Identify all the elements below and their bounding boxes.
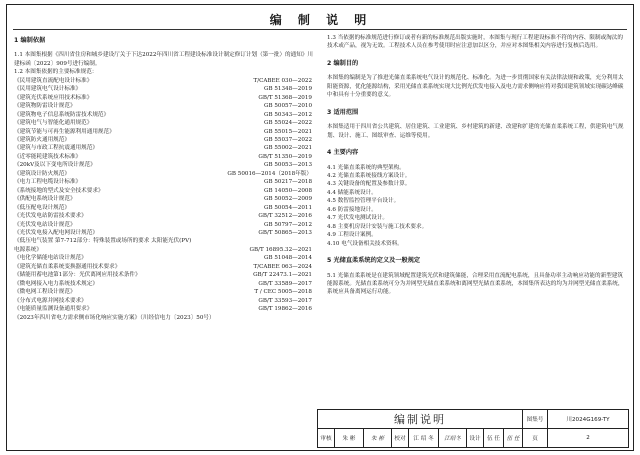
- section-3-heading: 3 适用范围: [327, 108, 359, 116]
- standard-row: [14, 85, 314, 93]
- title-divider: [13, 29, 627, 30]
- standard-code: GB 51348—2019: [264, 86, 312, 93]
- content-list-item: 4.5 数智监控管理平台设计。: [327, 198, 400, 205]
- standard-name: 《建筑光储直柔系统变换器通用技术要求》: [14, 263, 121, 270]
- standard-name: 《分布式电源并网技术要求》: [14, 297, 87, 304]
- content-list-item: 4.10 电气设备相关技术资料。: [327, 240, 403, 247]
- standard-code: GB/T 50865—2013: [258, 229, 312, 236]
- content-list-item: 4.2 光储直柔系统接线方案设计。: [327, 172, 411, 179]
- standard-code: GB 50052—2009: [264, 196, 312, 203]
- content-list-item: 4.6 防雷接地设计。: [327, 206, 377, 213]
- standard-name: 电源系统》: [14, 246, 42, 253]
- standard-code: GB/T 16895.32—2021: [249, 246, 312, 253]
- standard-row: [14, 229, 314, 237]
- standard-row: [14, 144, 314, 152]
- pv-standard-line-1: 《低压电气装置 第7-712部分：特殊装置或场所的要求 太阳能光伏(PV): [14, 238, 192, 245]
- standard-code: GB 55002—2021: [264, 145, 312, 152]
- standard-code: T/CABEE 030—2022: [253, 77, 312, 84]
- standard-name: 《建筑防火通用规范》: [14, 136, 70, 143]
- standard-row: [14, 119, 314, 127]
- section-4-heading: 4 主要内容: [327, 149, 359, 157]
- standard-row: [14, 187, 314, 195]
- reviewer-signature: 朱 彬: [364, 429, 392, 448]
- standard-name: 《20kV及以下变电所设计规范》: [14, 162, 96, 169]
- standard-name: 《供配电系统设计规范》: [14, 196, 76, 203]
- standard-row: [14, 221, 314, 229]
- content-list-item: 4.8 主要机房设计安装与施工技术要求。: [327, 223, 428, 230]
- standards-list: [14, 77, 314, 238]
- standard-code: T / CEC 5005—2018: [254, 289, 312, 296]
- section-1-paragraph-1: 1.1 本图集根据《四川省住房和城乡建设厅关于下达2022年四川省工程建设标准设计制定修订计划（第一批）的通知》川建标函〔2022〕909号进行编制。: [14, 52, 314, 67]
- titleblock-set-label: 图集号: [523, 410, 548, 429]
- section-5-heading: 5 光储直柔系统的定义及一般规定: [327, 257, 421, 265]
- standard-code: GB 50054—2011: [264, 204, 312, 211]
- standard-code: GB 55024—2022: [264, 120, 312, 127]
- section-2-heading: 2 编制目的: [327, 59, 359, 67]
- standard-row: [14, 161, 314, 169]
- standard-name: 《建筑物电子信息系统防雷技术规范》: [14, 111, 110, 118]
- left-column: [14, 34, 314, 322]
- last-standard-line: 《2023年四川省电力需求侧市场化响应实施方案》（川经信电力〔2023〕50号）: [14, 314, 215, 321]
- section-1-paragraph-2: 1.2 本图集依据的主要标准规范：: [14, 69, 98, 76]
- standard-code: GB 50797—2012: [264, 221, 312, 228]
- section-3-paragraph: 本图集适用于四川省公共建筑、居住建筑、工业建筑、乡村建筑的新建、改建和扩建的光储直柔系统工程，供建筑电气规划、设计、施工、图纸审查、运维等使用。: [327, 124, 624, 139]
- standard-code: GB/T 22473.1—2021: [253, 272, 312, 279]
- standard-name: 《建筑节能与可再生能源利用通用规范》: [14, 128, 115, 135]
- standard-code: GB 50343—2012: [264, 111, 312, 118]
- content-list-item: 4.1 光储直柔系统的典型架构。: [327, 164, 405, 171]
- standard-row: [14, 254, 314, 262]
- title-block: [317, 409, 629, 448]
- standard-name: 《储能用蓄电池第1部分：光伏离网应用技术条件》: [14, 272, 141, 279]
- standard-name: 《系统接地的型式及安全技术要求》: [14, 187, 104, 194]
- standard-name: 《电力工程电缆设计标准》: [14, 179, 82, 186]
- standard-code: GB 50053—2013: [264, 162, 312, 169]
- section-1-heading: 1 编制依据: [14, 37, 46, 44]
- standard-row: [14, 153, 314, 161]
- standard-code: GB 50217—2018: [264, 179, 312, 186]
- standard-name: 《建筑物防雷设计规范》: [14, 103, 76, 110]
- standard-row: [14, 136, 314, 144]
- standard-code: GB/T 33589—2017: [258, 280, 312, 287]
- standard-row: [14, 128, 314, 136]
- designer-name: 伍 任: [484, 429, 504, 448]
- standard-name: 《建筑与市政工程抗震通用规范》: [14, 145, 98, 152]
- standard-name: 《建筑光伏系统应用技术标准》: [14, 94, 93, 101]
- drawing-sheet: [6, 4, 634, 451]
- section-2-paragraph: 本图集的编制是为了推进光储直柔系统电气设计的规范化、标准化。为进一步贯彻国家有关法律法规和政策，充分利用太阳能资源，优化能源结构，采用光储直柔系统实现大比例光伏发电接入及电力需求侧响应将对我国建筑领域实现碳达峰碳中和具有十分重要的意义。: [327, 75, 624, 99]
- standard-code: GB 55037—2022: [264, 136, 312, 143]
- standard-row: [14, 178, 314, 186]
- standard-name: 《电化学储能电站设计规范》: [14, 255, 87, 262]
- titleblock-name: 编制说明: [318, 410, 523, 429]
- standard-name: 《低压配电设计规范》: [14, 204, 70, 211]
- standard-name: 《光伏发电站设计规范》: [14, 221, 76, 228]
- standard-row: [14, 212, 314, 220]
- standard-code: GB 55015—2021: [264, 128, 312, 135]
- standard-code: GB/T 51368—2019: [258, 94, 312, 101]
- content-list-item: 4.7 光伏发电测试设计。: [327, 215, 389, 222]
- standards-list-2: [14, 254, 314, 313]
- standard-code: GB/T 51350—2019: [258, 153, 312, 160]
- standard-row: [14, 170, 314, 178]
- check-label: 校对: [392, 429, 409, 448]
- standard-row: [14, 305, 314, 313]
- standard-code: GB 14050—2008: [264, 187, 312, 194]
- standard-row: [14, 102, 314, 110]
- page-title: 编 制 说 明: [269, 13, 373, 27]
- standard-row: [14, 263, 314, 271]
- standard-row: [14, 94, 314, 102]
- section-1-paragraph-3: 1.3 当依据的标准规范进行修订或者有新的标准规范出版实施时，本图集与现行工程建设标准不符的内容、限制或淘汰的技术或产品，视为无效。工程技术人员在参考使用时应注意加以区分，并应对本图集相关内容进行复核后选用。: [327, 35, 623, 50]
- standard-row: [14, 111, 314, 119]
- right-column: [327, 34, 627, 297]
- standard-code: GB/T 33593—2017: [258, 297, 312, 304]
- standard-row: [14, 77, 314, 85]
- page-number: 2: [548, 429, 629, 448]
- checker-name: 江 绍 冬: [409, 429, 439, 448]
- standard-name: 《近零能耗建筑技术标准》: [14, 153, 82, 160]
- review-label: 审核: [318, 429, 335, 448]
- standard-row: [14, 246, 314, 254]
- standard-name: 《微电网工程设计规范》: [14, 289, 76, 296]
- standard-code: GB/T 19862—2016: [258, 306, 312, 313]
- standard-name: 《光伏发电站防雷技术要求》: [14, 213, 87, 220]
- standard-name: 《建筑电气与智能化通用规范》: [14, 120, 93, 127]
- standard-name: 《民用建筑电气设计标准》: [14, 86, 82, 93]
- designer-signature: 伍 任: [504, 429, 523, 448]
- standard-row: [14, 280, 314, 288]
- design-label: 设计: [467, 429, 484, 448]
- section-4-list: [327, 164, 627, 249]
- section-5-paragraph: 5.1 光储直柔系统是在建筑领域配置建筑光伏和建筑储能，合理采用直流配电系统，且具备功率主动响应功能的新型建筑能源系统。光储直柔系统可分为并网型光储直柔系统和离网型光储直柔系统，本图集所表达的均为并网型光储直柔系统，系统应具备离网运行功能。: [327, 272, 624, 296]
- standard-name: 《微电网接入电力系统技术规定》: [14, 280, 98, 287]
- standard-code: GB 51048—2014: [264, 255, 312, 262]
- standard-row: [14, 271, 314, 279]
- titleblock-set-number: 川2024G169-TY: [548, 410, 629, 429]
- standard-row: [14, 204, 314, 212]
- standard-name: 《建筑设计防火规范》: [14, 170, 70, 177]
- content-list-item: 4.4 储能系统设计。: [327, 189, 377, 196]
- standard-row: [14, 297, 314, 305]
- standard-name: 《民用建筑直流配电设计标准》: [14, 77, 93, 84]
- standard-row: [14, 288, 314, 296]
- standard-code: GB 50016—2014（2018年版）: [227, 170, 312, 177]
- content-list-item: 4.3 关键设备的配置及参数计算。: [327, 181, 411, 188]
- reviewer-name: 朱 彬: [335, 429, 364, 448]
- standard-name: 《电能质量监测设备通用要求》: [14, 306, 93, 313]
- content-list-item: 4.9 工程设计案例。: [327, 232, 377, 239]
- page-label: 页: [523, 429, 548, 448]
- standard-name: 《光伏发电接入配电网设计规范》: [14, 229, 98, 236]
- checker-signature: 江绍冬: [439, 429, 467, 448]
- standard-code: GB/T 32512—2016: [258, 213, 312, 220]
- standard-code: GB 50057—2010: [264, 103, 312, 110]
- standard-row: [14, 195, 314, 203]
- standard-code: T/CABEE 063—2024: [253, 263, 312, 270]
